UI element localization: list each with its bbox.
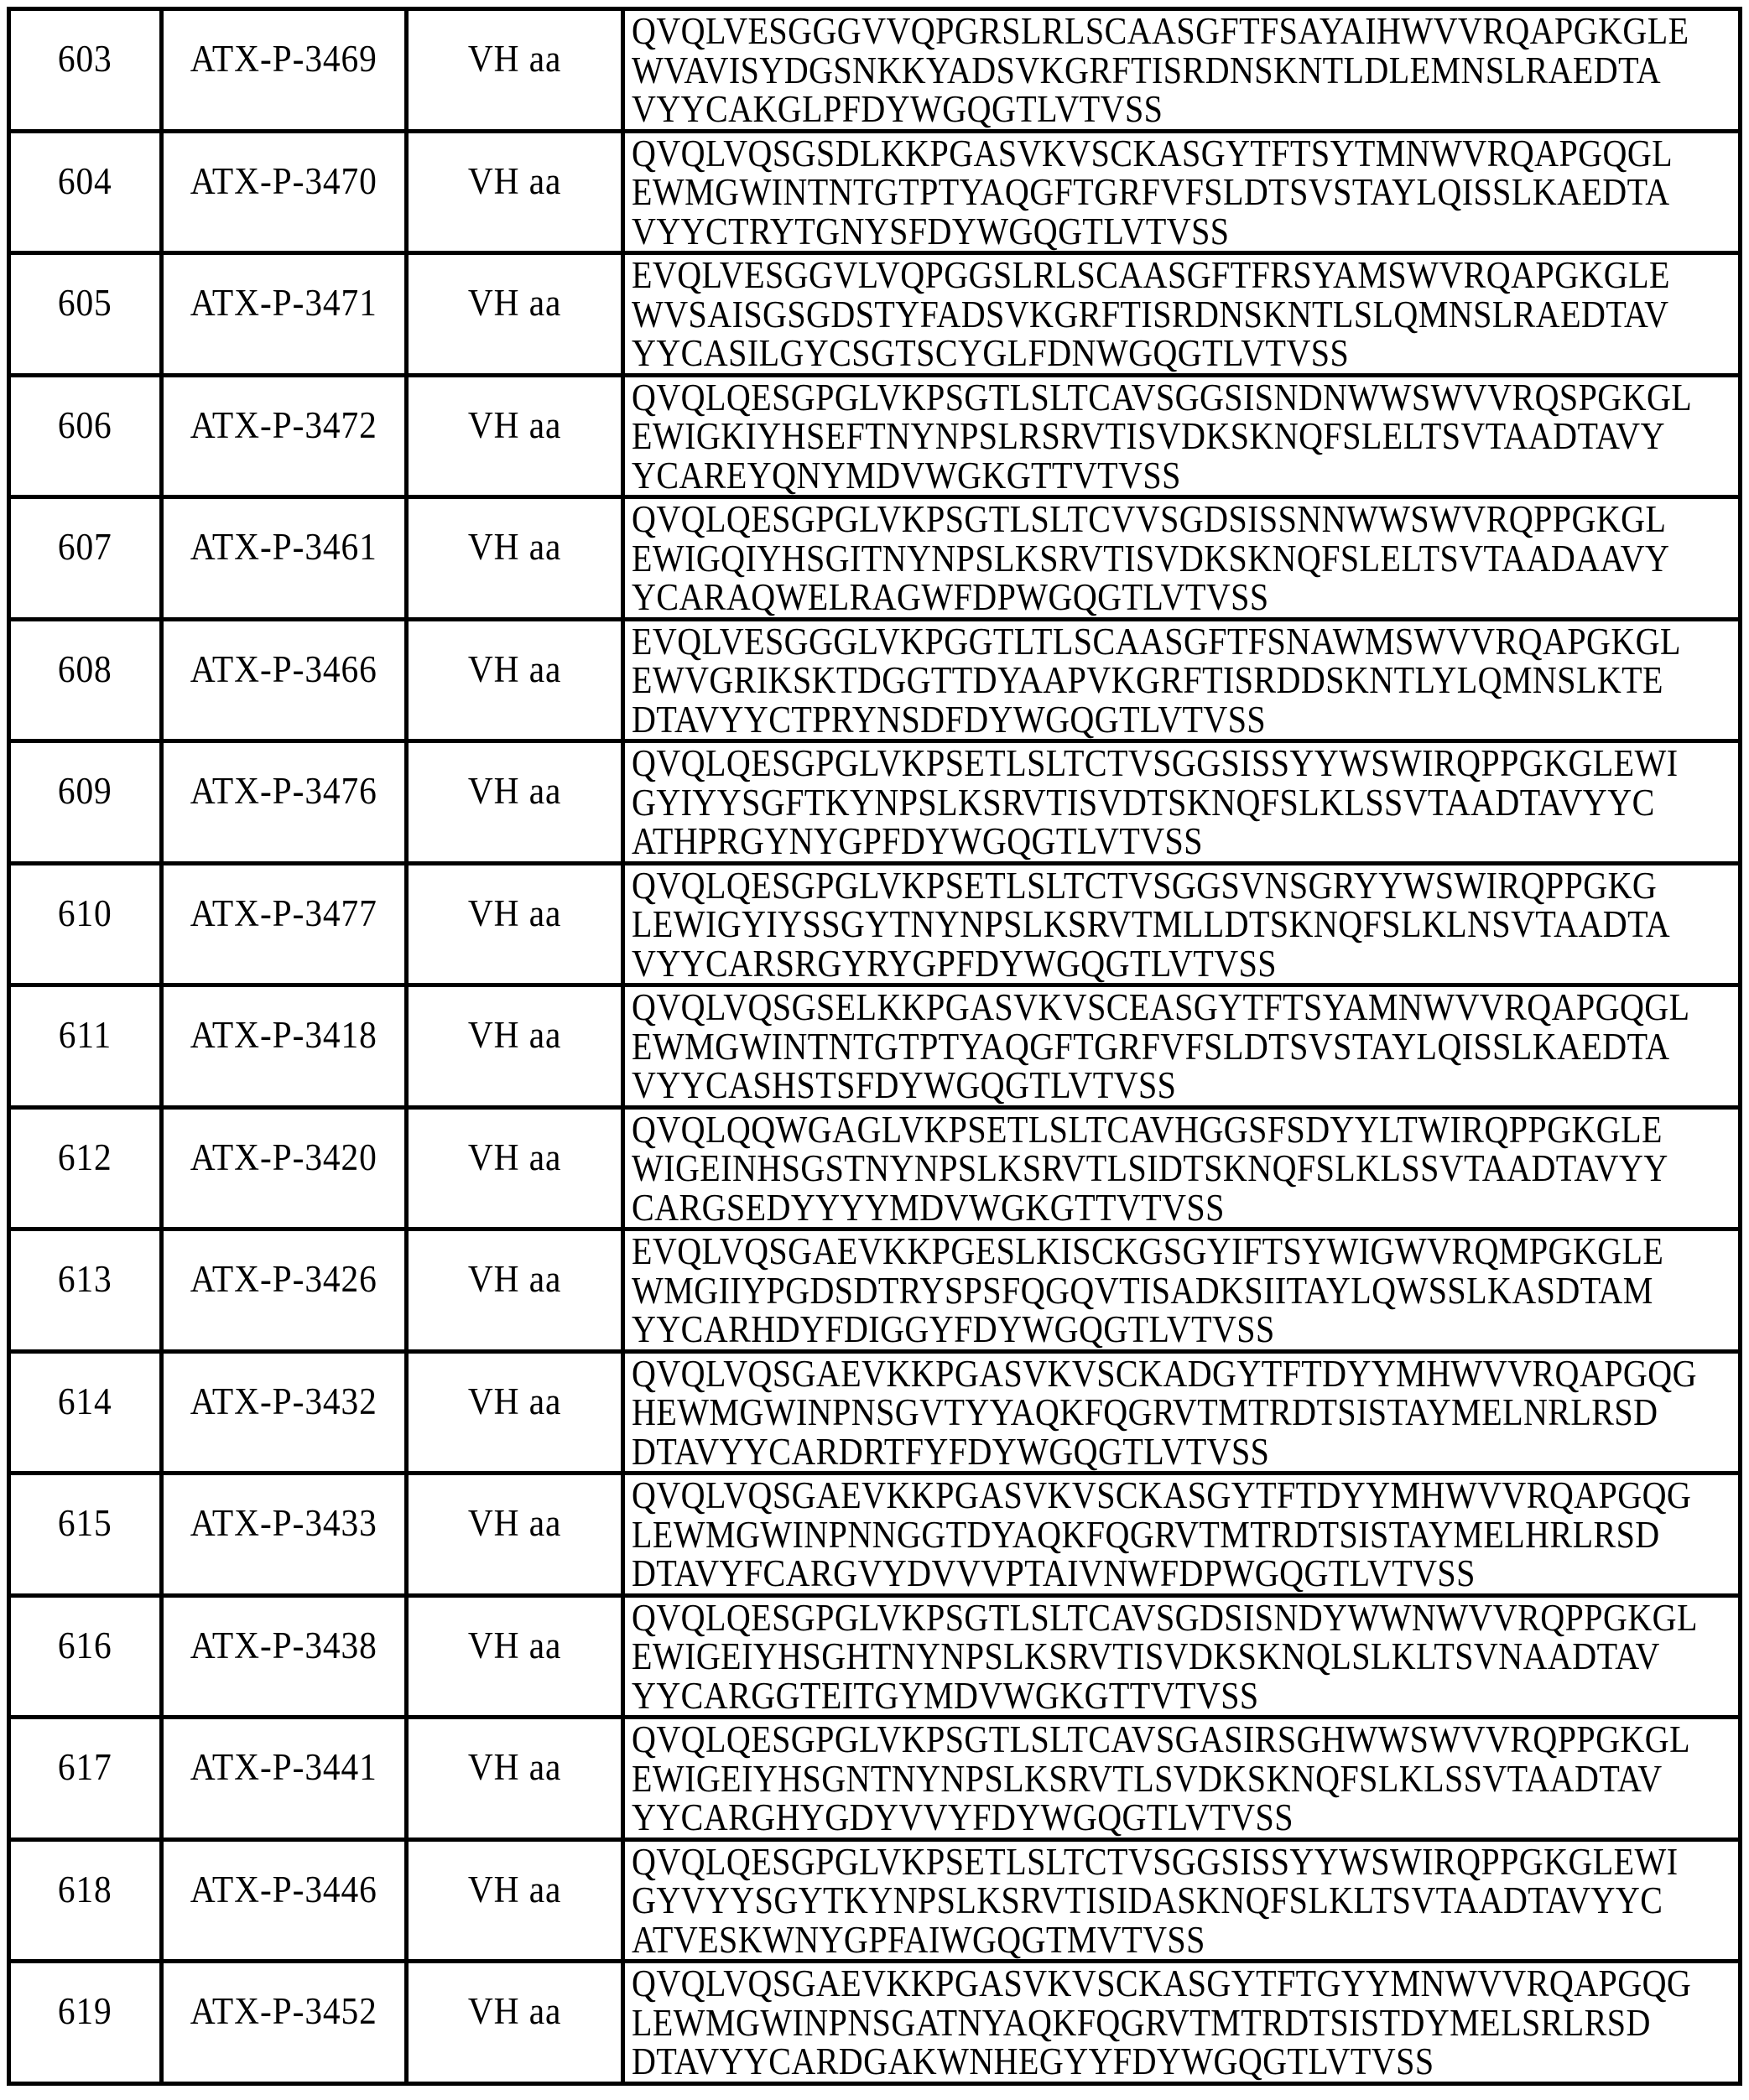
sequence-text <box>632 375 1739 496</box>
sequence-line: VYYCARSRGYRYGPFDYWGQGTLVTVSS <box>632 941 1277 985</box>
seq-id: 617 <box>58 1746 112 1789</box>
antibody-name-cell <box>162 375 407 497</box>
seq-id: 616 <box>58 1624 112 1666</box>
table-row <box>9 1718 1741 1840</box>
antibody-name-cell <box>162 131 407 253</box>
antibody-name-cell <box>162 1474 407 1596</box>
sequence-text <box>632 863 1739 985</box>
table-row <box>9 1351 1741 1474</box>
chain-type: VH aa <box>467 1746 562 1789</box>
seq-id-cell <box>9 1474 162 1596</box>
table-row <box>9 619 1741 741</box>
chain-type: VH aa <box>467 159 562 202</box>
antibody-name-cell <box>162 741 407 864</box>
seq-id-cell <box>9 1351 162 1474</box>
chain-type-cell <box>407 497 623 620</box>
sequence-line: EVQLVESGGGLVKPGGTLTLSCAASGFTFSNAWMSWVVRQAPGKGL <box>632 619 1681 663</box>
antibody-name-cell <box>162 1962 407 2084</box>
chain-type: VH aa <box>467 1258 562 1301</box>
sequence-text <box>632 497 1739 618</box>
chain-type: VH aa <box>467 282 562 325</box>
antibody-name: ATX-P-3461 <box>190 526 378 569</box>
sequence-line: CARGSEDYYYYMDVWGKGTTVTVSS <box>632 1185 1225 1229</box>
sequence-line: QVQLVQSGAEVKKPGASVKVSCKASGYTFTGYYMNWVVRQAPGQG <box>632 1962 1692 2004</box>
seq-id-cell <box>9 863 162 985</box>
sequence-line: QVQLQQWGAGLVKPSETLSLTCAVHGGSFSDYYLTWIRQPPGKGLE <box>632 1107 1663 1151</box>
sequence-cell <box>623 863 1741 985</box>
antibody-name-cell <box>162 9 407 132</box>
sequence-cell <box>623 9 1741 132</box>
antibody-name: ATX-P-3470 <box>190 159 378 202</box>
antibody-name: ATX-P-3446 <box>190 1868 378 1910</box>
sequence-line: EWIGEIYHSGHTNYNPSLKSRVTISVDKSKNQLSLKLTSVNAADTAV <box>632 1635 1660 1677</box>
seq-id: 619 <box>58 1990 112 2033</box>
chain-type: VH aa <box>467 1990 562 2033</box>
sequence-cell <box>623 619 1741 741</box>
antibody-name-cell <box>162 1351 407 1474</box>
sequence-line: YYCARGHYGDYVVYFDYWGQGTLVTVSS <box>632 1796 1294 1838</box>
antibody-name: ATX-P-3433 <box>190 1502 378 1545</box>
antibody-name-cell <box>162 985 407 1108</box>
sequence-cell <box>623 985 1741 1108</box>
seq-id: 613 <box>58 1258 112 1301</box>
seq-id-cell <box>9 1962 162 2084</box>
sequence-text <box>632 1839 1739 1961</box>
sequence-line: QVQLVESGGGVVQPGRSLRLSCAASGFTFSAYAIHWVVRQAPGKGLE <box>632 9 1689 52</box>
sequence-line: GYIYYSGFTKYNPSLKSRVTISVDTSKNQFSLKLSSVTAADTAVYYC <box>632 780 1655 824</box>
seq-id: 604 <box>58 159 112 202</box>
seq-id-cell <box>9 1229 162 1352</box>
sequence-line: LEWIGYIYSSGYTNYNPSLKSRVTMLLDTSKNQFSLKLNSVTAADTA <box>632 902 1671 945</box>
chain-type-cell <box>407 131 623 253</box>
sequence-text <box>632 131 1739 252</box>
sequence-line: EWIGEIYHSGNTNYNPSLKSRVTLSVDKSKNQFSLKLSSVTAADTAV <box>632 1756 1663 1800</box>
seq-id-cell <box>9 253 162 376</box>
antibody-name: ATX-P-3441 <box>190 1746 378 1789</box>
antibody-name: ATX-P-3471 <box>190 282 378 325</box>
antibody-name: ATX-P-3426 <box>190 1258 378 1301</box>
sequence-text <box>632 1229 1739 1350</box>
sequence-line: WMGIIYPGDSDTRYSPSFQGQVTISADKSIITAYLQWSSLKASDTAM <box>632 1268 1653 1312</box>
sequence-line: QVQLQESGPGLVKPSETLSLTCTVSGGSISSYYWSWIRQPPGKGLEWI <box>632 1839 1679 1883</box>
sequence-line: DTAVYYCARDRTFYFDYWGQGTLVTVSS <box>632 1429 1270 1473</box>
antibody-name: ATX-P-3438 <box>190 1624 378 1666</box>
sequence-cell <box>623 497 1741 620</box>
seq-id-cell <box>9 741 162 864</box>
antibody-name: ATX-P-3476 <box>190 770 378 813</box>
sequence-cell <box>623 253 1741 376</box>
chain-type: VH aa <box>467 1868 562 1910</box>
sequence-line: VYYCAKGLPFDYWGQGTLVTVSS <box>632 87 1163 130</box>
antibody-name: ATX-P-3420 <box>190 1136 378 1178</box>
sequence-cell <box>623 1718 1741 1840</box>
sequence-cell <box>623 131 1741 253</box>
table-row <box>9 1839 1741 1962</box>
antibody-name: ATX-P-3466 <box>190 647 378 690</box>
chain-type: VH aa <box>467 1624 562 1666</box>
chain-type-cell <box>407 1107 623 1229</box>
antibody-name: ATX-P-3452 <box>190 1990 378 2033</box>
table-row <box>9 375 1741 497</box>
sequence-text <box>632 9 1739 130</box>
sequence-line: WVSAISGSGDSTYFADSVKGRFTISRDNSKNTLSLQMNSLRAEDTAV <box>632 292 1669 335</box>
sequence-line: ATHPRGYNYGPFDYWGQGTLVTVSS <box>632 819 1203 862</box>
sequence-line: LEWMGWINPNSGATNYAQKFQGRVTMTRDTSISTDYMELSRLRSD <box>632 2000 1651 2044</box>
table-row <box>9 1107 1741 1229</box>
seq-id: 611 <box>58 1014 112 1057</box>
sequence-line: QVQLQESGPGLVKPSGTLSLTCAVSGGSISNDNWWSWVVRQSPGKGL <box>632 375 1693 418</box>
table-body <box>9 9 1741 2084</box>
sequence-line: EWIGKIYHSEFTNYNPSLRSRVTISVDKSKNQFSLELTSVTAADTAVY <box>632 414 1665 457</box>
chain-type: VH aa <box>467 1014 562 1057</box>
chain-type-cell <box>407 863 623 985</box>
antibody-name: ATX-P-3472 <box>190 403 378 446</box>
seq-id-cell <box>9 9 162 132</box>
sequence-line: EWMGWINTNTGTPTYAQGFTGRFVFSLDTSVSTAYLQISSLKAEDTA <box>632 170 1670 213</box>
antibody-name-cell <box>162 1718 407 1840</box>
sequence-line: VYYCTRYTGNYSFDYWGQGTLVTVSS <box>632 209 1230 252</box>
chain-type-cell <box>407 741 623 864</box>
chain-type: VH aa <box>467 526 562 569</box>
sequence-text <box>632 253 1739 374</box>
seq-id: 614 <box>58 1380 112 1422</box>
sequence-line: YYCARHDYFDIGGYFDYWGQGTLVTVSS <box>632 1307 1275 1350</box>
table-row <box>9 131 1741 253</box>
sequence-line: QVQLVQSGAEVKKPGASVKVSCKADGYTFTDYYMHWVVRQAPGQG <box>632 1351 1697 1395</box>
antibody-name-cell <box>162 1107 407 1229</box>
seq-id-cell <box>9 1595 162 1718</box>
chain-type-cell <box>407 1474 623 1596</box>
seq-id: 607 <box>58 526 112 569</box>
sequence-line: DTAVYFCARGVYDVVVPTAIVNWFDPWGQGTLVTVSS <box>632 1552 1476 1594</box>
sequence-text <box>632 1720 1739 1838</box>
table-row <box>9 863 1741 985</box>
chain-type-cell <box>407 1839 623 1962</box>
sequence-cell <box>623 1962 1741 2084</box>
table-row <box>9 1595 1741 1718</box>
sequence-line: QVQLQESGPGLVKPSETLSLTCTVSGGSVNSGRYYWSWIRQPPGKG <box>632 863 1658 907</box>
sequence-line: QVQLQESGPGLVKPSGTLSLTCAVSGDSISNDYWWNWVVRQPPGKGL <box>632 1595 1698 1639</box>
sequence-line: YCAREYQNYMDVWGKGTTVTVSS <box>632 453 1181 496</box>
sequence-line: EWVGRIKSKTDGGTTDYAAPVKGRFTISRDDSKNTLYLQMNSLKTE <box>632 658 1663 701</box>
table-row <box>9 741 1741 864</box>
sequence-line: QVQLQESGPGLVKPSGTLSLTCAVSGASIRSGHWWSWVVRQPPGKGL <box>632 1718 1690 1760</box>
sequence-line: QVQLQESGPGLVKPSETLSLTCTVSGGSISSYYWSWIRQPPGKGLEWI <box>632 741 1679 784</box>
table-row <box>9 985 1741 1108</box>
sequence-line: YCARAQWELRAGWFDPWGQGTLVTVSS <box>632 575 1269 618</box>
sequence-line: EVQLVESGGVLVQPGGSLRLSCAASGFTFRSYAMSWVRQAPGKGLE <box>632 253 1670 296</box>
sequence-line: EWMGWINTNTGTPTYAQGFTGRFVFSLDTSVSTAYLQISSLKAEDTA <box>632 1024 1670 1068</box>
chain-type-cell <box>407 985 623 1108</box>
sequence-line: QVQLVQSGAEVKKPGASVKVSCKASGYTFTDYYMHWVVRQAPGQG <box>632 1474 1692 1516</box>
antibody-name-cell <box>162 253 407 376</box>
sequence-line: QVQLVQSGSELKKPGASVKVSCEASGYTFTSYAMNWVVRQAPGQGL <box>632 985 1690 1028</box>
sequence-line: YYCARGGTEITGYMDVWGKGTTVTVSS <box>632 1673 1259 1717</box>
seq-id: 618 <box>58 1868 112 1910</box>
chain-type: VH aa <box>467 403 562 446</box>
chain-type-cell <box>407 1962 623 2084</box>
antibody-name-cell <box>162 1839 407 1962</box>
table-row <box>9 1962 1741 2084</box>
chain-type-cell <box>407 9 623 132</box>
antibody-name-cell <box>162 1595 407 1718</box>
sequence-text <box>632 619 1739 741</box>
antibody-name-cell <box>162 497 407 620</box>
chain-type: VH aa <box>467 1502 562 1545</box>
table-row <box>9 497 1741 620</box>
sequence-line: ATVESKWNYGPFAIWGQGTMVTVSS <box>632 1917 1205 1961</box>
antibody-name: ATX-P-3432 <box>190 1380 378 1422</box>
sequence-line: HEWMGWINPNSGVTYYAQKFQGRVTMTRDTSISTAYMELNRLRSD <box>632 1390 1658 1433</box>
sequence-line: WVAVISYDGSNKKYADSVKGRFTISRDNSKNTLDLEMNSLRAEDTA <box>632 48 1662 91</box>
sequence-cell <box>623 1595 1741 1718</box>
antibody-name: ATX-P-3477 <box>190 891 378 934</box>
sequence-line: VYYCASHSTSFDYWGQGTLVTVSS <box>632 1063 1177 1106</box>
sequence-line: QVQLQESGPGLVKPSGTLSLTCVVSGDSISSNNWWSWVRQPPGKGL <box>632 497 1667 540</box>
antibody-name: ATX-P-3469 <box>190 38 378 81</box>
seq-id: 609 <box>58 770 112 813</box>
sequence-cell <box>623 375 1741 497</box>
chain-type: VH aa <box>467 891 562 934</box>
chain-type-cell <box>407 1595 623 1718</box>
seq-id-cell <box>9 985 162 1108</box>
sequence-text <box>632 985 1739 1106</box>
sequence-cell <box>623 1229 1741 1352</box>
sequence-line: QVQLVQSGSDLKKPGASVKVSCKASGYTFTSYTMNWVRQAPGQGL <box>632 131 1674 174</box>
chain-type: VH aa <box>467 1380 562 1422</box>
sequence-line: YYCASILGYCSGTSCYGLFDNWGQGTLVTVSS <box>632 331 1350 374</box>
chain-type: VH aa <box>467 770 562 813</box>
chain-type: VH aa <box>467 1136 562 1178</box>
antibody-name-cell <box>162 619 407 741</box>
table-row <box>9 9 1741 132</box>
sequence-cell <box>623 1839 1741 1962</box>
sequence-cell <box>623 1351 1741 1474</box>
sequence-line: EWIGQIYHSGITNYNPSLKSRVTISVDKSKNQFSLELTSVTAADAAVY <box>632 536 1670 580</box>
chain-type-cell <box>407 253 623 376</box>
sequence-line: LEWMGWINPNNGGTDYAQKFQGRVTMTRDTSISTAYMELHRLRSD <box>632 1512 1660 1556</box>
sequence-line: EVQLVQSGAEVKKPGESLKISCKGSGYIFTSYWIGWVRQMPGKGLE <box>632 1229 1664 1272</box>
chain-type-cell <box>407 619 623 741</box>
seq-id-cell <box>9 1107 162 1229</box>
seq-id: 606 <box>58 403 112 446</box>
sequence-cell <box>623 1107 1741 1229</box>
chain-type: VH aa <box>467 647 562 690</box>
sequence-listing-table <box>7 7 1742 2086</box>
seq-id: 612 <box>58 1136 112 1178</box>
sequence-cell <box>623 741 1741 864</box>
chain-type-cell <box>407 1718 623 1840</box>
sequence-text <box>632 1595 1739 1717</box>
chain-type-cell <box>407 375 623 497</box>
sequence-text <box>632 1351 1739 1473</box>
antibody-name-cell <box>162 863 407 985</box>
sequence-text <box>632 1476 1739 1593</box>
chain-type: VH aa <box>467 38 562 81</box>
sequence-line: DTAVYYCARDGAKWNHEGYYFDYWGQGTLVTVSS <box>632 2040 1434 2082</box>
seq-id: 610 <box>58 891 112 934</box>
seq-id: 608 <box>58 647 112 690</box>
chain-type-cell <box>407 1351 623 1474</box>
seq-id-cell <box>9 131 162 253</box>
sequence-line: GYVYYSGYTKYNPSLKSRVTISIDASKNQFSLKLTSVTAADTAVYYC <box>632 1879 1663 1921</box>
table-row <box>9 1229 1741 1352</box>
sequence-line: DTAVYYCTPRYNSDFDYWGQGTLVTVSS <box>632 697 1267 741</box>
sequence-text <box>632 1107 1739 1229</box>
chain-type-cell <box>407 1229 623 1352</box>
seq-id-cell <box>9 1839 162 1962</box>
antibody-name-cell <box>162 1229 407 1352</box>
seq-id: 603 <box>58 38 112 81</box>
table-row <box>9 253 1741 376</box>
sequence-text <box>632 741 1739 862</box>
seq-id: 615 <box>58 1502 112 1545</box>
table-row <box>9 1474 1741 1596</box>
seq-id: 605 <box>58 282 112 325</box>
sequence-text <box>632 1964 1739 2082</box>
seq-id-cell <box>9 497 162 620</box>
seq-id-cell <box>9 619 162 741</box>
sequence-line: WIGEINHSGSTNYNPSLKSRVTLSIDTSKNQFSLKLSSVTAADTAVYY <box>632 1146 1668 1189</box>
antibody-name: ATX-P-3418 <box>190 1014 378 1057</box>
seq-id-cell <box>9 375 162 497</box>
sequence-cell <box>623 1474 1741 1596</box>
seq-id-cell <box>9 1718 162 1840</box>
